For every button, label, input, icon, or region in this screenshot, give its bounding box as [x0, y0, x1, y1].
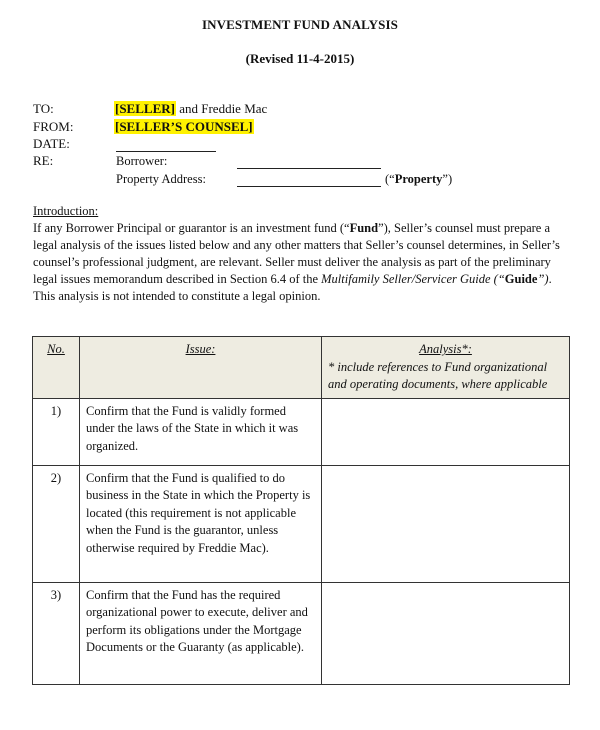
property-defined-term: (“Property”): [385, 172, 453, 186]
property-address-blank-line[interactable]: [237, 171, 381, 187]
header-no: No.: [33, 337, 80, 399]
sellers-counsel-placeholder: [SELLER’S COUNSEL]: [115, 119, 253, 134]
date-blank-line[interactable]: [116, 136, 216, 152]
row-number: 3): [33, 582, 80, 684]
to-recipient-rest: and Freddie Mac: [179, 101, 268, 116]
row-issue: Confirm that the Fund is validly formed under the laws of the State in which it was organized.: [80, 398, 322, 465]
revision-date: (Revised 11-4-2015): [245, 51, 355, 66]
re-label: RE:: [33, 153, 54, 168]
row-issue: Confirm that the Fund has the required organizational power to execute, deliver and perform its obligations under the Mortgage Documents or the Guaranty (as applicable).: [80, 582, 322, 684]
table-row: [33, 582, 570, 684]
introduction-text: If any Borrower Principal or guarantor is an investment fund (“Fund”), Seller’s counsel must prepare a legal analysis of the issues listed below and any other matters that Seller’s counsel determines, in Seller’s counsel’s professional judgment, are relevant. Seller must deliver the analysis as part of the preliminary legal issues memorandum described in Section 6.4 of the Multifamily Seller/Servicer Guide (“Guide”). This analysis is not intended to constitute a legal opinion.: [33, 221, 560, 303]
row-analysis-cell[interactable]: [322, 465, 570, 582]
property-address-label: Property Address:: [116, 172, 206, 186]
table-row: [33, 398, 570, 465]
table-row: [33, 465, 570, 582]
row-issue: Confirm that the Fund is qualified to do business in the State in which the Property is located (this requirement is not applicable when the Fund is the guarantor, unless otherwise required by Freddie Mac).: [80, 465, 322, 582]
issues-table: [32, 336, 570, 685]
row-analysis-cell[interactable]: [322, 582, 570, 684]
from-label: FROM:: [33, 119, 74, 134]
borrower-label: Borrower:: [116, 154, 168, 168]
header-analysis: Analysis*: * include references to Fund organizational and operating documents, where applicable: [322, 337, 570, 399]
row-analysis-cell[interactable]: [322, 398, 570, 465]
header-issue: Issue:: [80, 337, 322, 399]
from-value: [114, 119, 254, 135]
to-label: TO:: [33, 101, 54, 116]
table-header-row: [33, 337, 570, 399]
seller-placeholder: [SELLER]: [115, 101, 175, 116]
document-title: INVESTMENT FUND ANALYSIS: [201, 17, 398, 32]
to-value: [114, 101, 267, 117]
row-number: 2): [33, 465, 80, 582]
date-label: DATE:: [33, 136, 70, 151]
row-number: 1): [33, 398, 80, 465]
analysis-note: * include references to Fund organizational and operating documents, where applicable: [328, 359, 548, 391]
borrower-blank-line[interactable]: [237, 153, 381, 169]
introduction-heading: Introduction:: [33, 204, 99, 218]
